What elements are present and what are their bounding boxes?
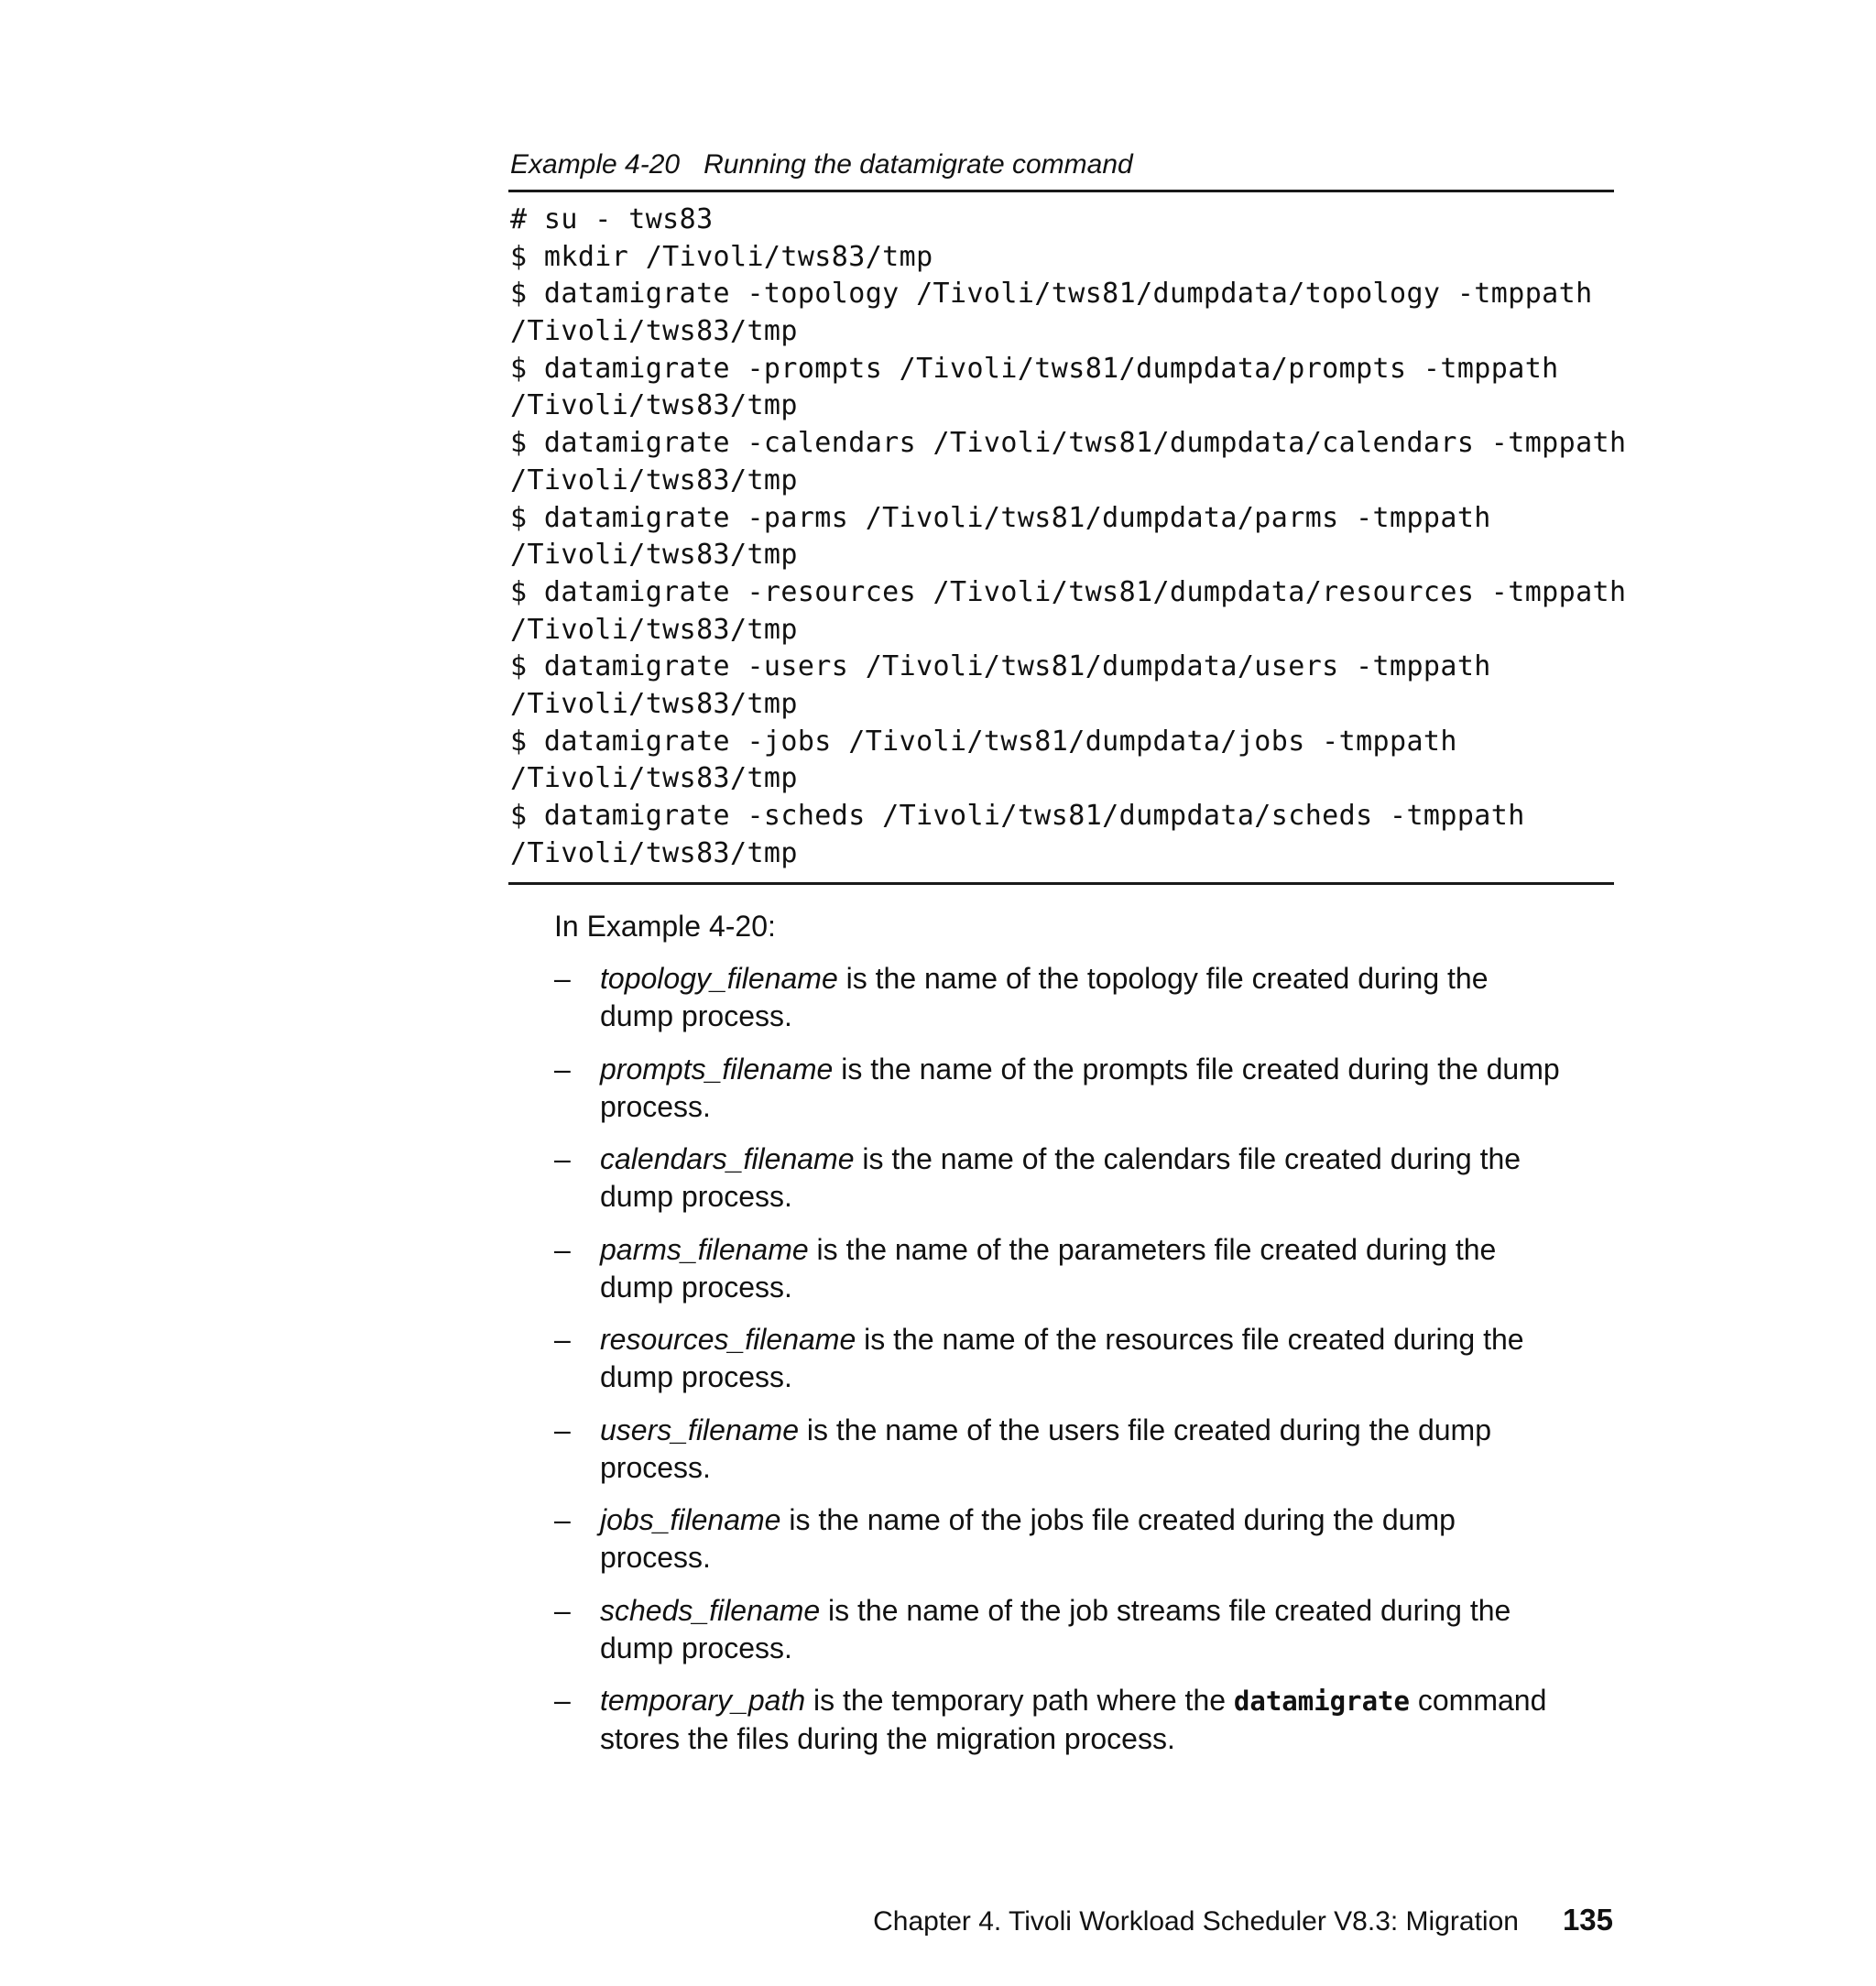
list-dash: – (554, 1684, 571, 1717)
term: parms_filename (600, 1232, 809, 1266)
list-item (554, 1682, 1617, 1757)
intro-paragraph: In Example 4-20: (554, 910, 776, 943)
definition-list (554, 960, 1617, 1773)
code-line: /Tivoli/tws83/tmp (510, 315, 798, 348)
code-line: /Tivoli/tws83/tmp (510, 539, 798, 572)
term: temporary_path (600, 1684, 806, 1717)
example-caption (510, 147, 1133, 183)
definition-text-cont: dump process. (600, 1631, 792, 1664)
definition-text-after: command (1409, 1684, 1547, 1717)
code-line: $ datamigrate -scheds /Tivoli/tws81/dumpdata/scheds -tmppath (510, 800, 1525, 832)
definition-text: is the name of the prompts file created during the dump (833, 1052, 1560, 1086)
list-item (554, 1592, 1617, 1667)
code-line: # su - tws83 (510, 203, 714, 235)
definition-text: is the name of the calendars file created during the (854, 1142, 1522, 1175)
code-line: /Tivoli/tws83/tmp (510, 687, 798, 720)
definition-text: is the name of the jobs file created during the dump (780, 1503, 1456, 1536)
definition-text: is the name of the topology file created during the (837, 962, 1489, 995)
code-line: $ datamigrate -jobs /Tivoli/tws81/dumpdata/jobs -tmppath (510, 725, 1457, 758)
definition-text-cont: stores the files during the migration process. (600, 1722, 1175, 1755)
definition-text: is the name of the users file created during the dump (799, 1413, 1491, 1446)
list-dash: – (554, 1142, 571, 1175)
definition-text: is the name of the resources file created during the (856, 1323, 1524, 1356)
command-name: datamigrate (1233, 1686, 1410, 1717)
example-title: Running the datamigrate command (704, 149, 1133, 180)
list-dash: – (554, 1503, 571, 1536)
definition-text: is the temporary path where the (805, 1684, 1234, 1717)
code-line: /Tivoli/tws83/tmp (510, 836, 798, 869)
list-dash: – (554, 1052, 571, 1086)
code-line: /Tivoli/tws83/tmp (510, 389, 798, 422)
code-line: $ datamigrate -resources /Tivoli/tws81/dumpdata/resources -tmppath (510, 575, 1627, 608)
code-top-rule (508, 190, 1614, 192)
list-dash: – (554, 1413, 571, 1446)
term: users_filename (600, 1413, 799, 1446)
code-line: $ datamigrate -prompts /Tivoli/tws81/dumpdata/prompts -tmppath (510, 352, 1559, 385)
list-item (554, 1051, 1617, 1126)
code-line: /Tivoli/tws83/tmp (510, 762, 798, 795)
definition-text-cont: dump process. (600, 1180, 792, 1213)
chapter-title: Chapter 4. Tivoli Workload Scheduler V8.3: Migration (873, 1906, 1519, 1937)
list-item (554, 960, 1617, 1035)
list-dash: – (554, 1323, 571, 1356)
definition-text: is the name of the parameters file created during the (808, 1232, 1497, 1266)
code-bottom-rule (508, 882, 1614, 885)
list-dash: – (554, 962, 571, 995)
code-block (510, 202, 1626, 872)
term: resources_filename (600, 1323, 856, 1356)
code-line: /Tivoli/tws83/tmp (510, 464, 798, 496)
term: scheds_filename (600, 1593, 821, 1627)
page-number: 135 (1562, 1903, 1613, 1937)
code-line: $ mkdir /Tivoli/tws83/tmp (510, 240, 933, 273)
term: topology_filename (600, 962, 838, 995)
example-number: Example 4-20 (510, 149, 681, 180)
definition-text-cont: dump process. (600, 1360, 792, 1393)
definition-text-cont: process. (600, 1541, 711, 1574)
definition-text-cont: process. (600, 1089, 711, 1123)
list-dash: – (554, 1593, 571, 1627)
definition-text-cont: dump process. (600, 1270, 792, 1304)
page-footer (873, 1902, 1613, 1940)
code-line: /Tivoli/tws83/tmp (510, 613, 798, 646)
list-item (554, 1321, 1617, 1396)
term: prompts_filename (600, 1052, 834, 1086)
code-line: $ datamigrate -parms /Tivoli/tws81/dumpdata/parms -tmppath (510, 501, 1491, 534)
list-item (554, 1501, 1617, 1577)
definition-text: is the name of the job streams file created during the (820, 1593, 1511, 1627)
code-line: $ datamigrate -calendars /Tivoli/tws81/dumpdata/calendars -tmppath (510, 427, 1627, 460)
list-item (554, 1412, 1617, 1487)
definition-text-cont: process. (600, 1450, 711, 1484)
term: calendars_filename (600, 1142, 855, 1175)
list-dash: – (554, 1232, 571, 1266)
list-item (554, 1231, 1617, 1306)
code-line: $ datamigrate -users /Tivoli/tws81/dumpdata/users -tmppath (510, 650, 1491, 683)
list-item (554, 1140, 1617, 1216)
code-line: $ datamigrate -topology /Tivoli/tws81/dumpdata/topology -tmppath (510, 278, 1593, 311)
term: jobs_filename (600, 1503, 781, 1536)
definition-text-cont: dump process. (600, 999, 792, 1032)
